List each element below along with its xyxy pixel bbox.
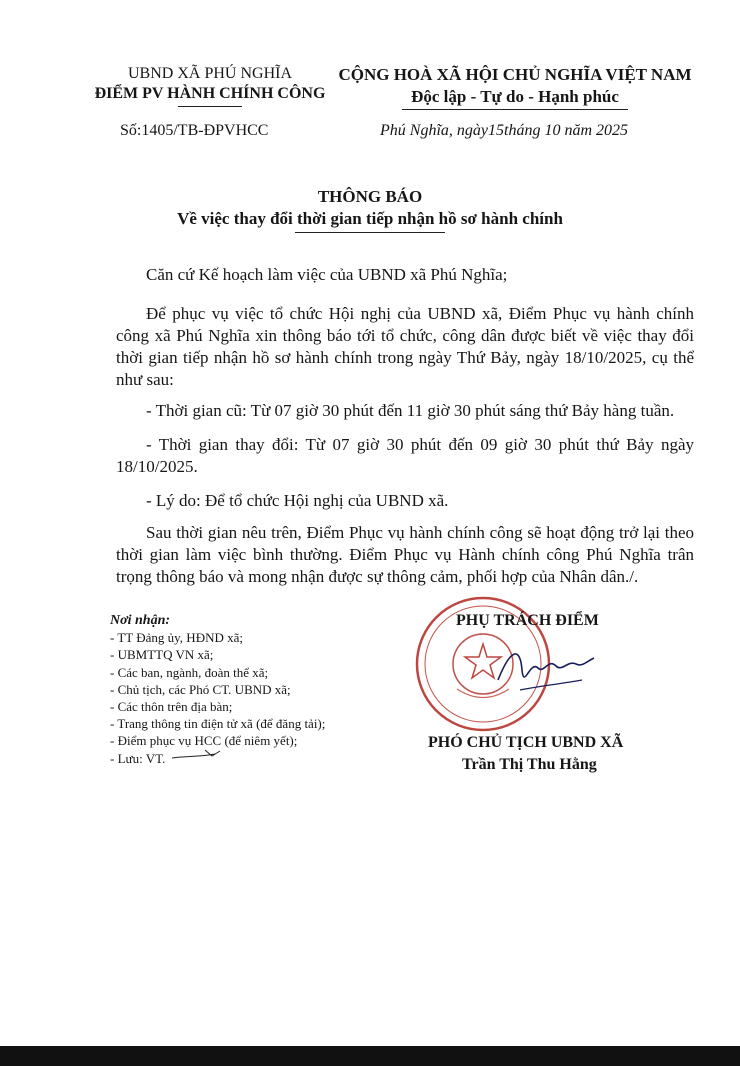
paragraph-new-time: - Thời gian thay đổi: Từ 07 giờ 30 phút đến 09 giờ 30 phút thứ Bảy ngày 18/10/2025. (116, 435, 694, 476)
org-underline (178, 106, 242, 107)
org-name-line1: UBND XÃ PHÚ NGHĨA (128, 65, 292, 82)
signer-name: Trần Thị Thu Hằng (462, 756, 597, 773)
recipient-item: - Trang thông tin điện tử xã (để đăng tải); (110, 716, 326, 732)
motto-underline (402, 109, 628, 110)
paragraph-old-time: - Thời gian cũ: Từ 07 giờ 30 phút đến 11 giờ 30 phút sáng thứ Bảy hàng tuần. (146, 401, 675, 420)
national-header (330, 64, 700, 110)
org-name-line2: ĐIỂM PV HÀNH CHÍNH CÔNG (94, 85, 326, 102)
signer-title: PHỤ TRÁCH ĐIỂM (456, 612, 599, 629)
document-title-block (0, 186, 740, 233)
handwritten-signature (490, 640, 600, 700)
paragraph-purpose: Để phục vụ việc tổ chức Hội nghị của UBND xã, Điểm Phục vụ hành chính công xã Phú Nghĩa xin thông báo tới tổ chức, công dân được biết về việc thay đổi thời gian tiếp nhận hồ sơ hành chính trong ngày Thứ Bảy, ngày 18/10/2025, cụ thể như sau: (116, 304, 694, 389)
date-line: Phú Nghĩa, ngày15tháng 10 năm 2025 (380, 122, 628, 139)
recipient-item: - Các thôn trên địa bàn; (110, 699, 233, 715)
bottom-bar (0, 1046, 740, 1066)
recipient-item: - UBMTTQ VN xã; (110, 647, 214, 663)
recipients-list (110, 612, 410, 767)
recipient-item: - TT Đảng ủy, HĐND xã; (110, 630, 243, 646)
initials-flourish (170, 748, 230, 762)
title-underline (295, 232, 445, 233)
document-title: THÔNG BÁO (317, 187, 423, 206)
recipient-item: - Chủ tịch, các Phó CT. UBND xã; (110, 681, 291, 697)
national-motto: Độc lập - Tự do - Hạnh phúc (411, 87, 619, 106)
recipient-item: - Lưu: VT. (110, 750, 166, 766)
paragraph-basis: Căn cứ Kế hoạch làm việc của UBND xã Phú Nghĩa; (146, 265, 508, 284)
issuing-organization (70, 64, 350, 107)
paragraph-reason: - Lý do: Để tổ chức Hội nghị của UBND xã. (146, 491, 449, 510)
recipient-item: - Các ban, ngành, đoàn thể xã; (110, 664, 269, 680)
recipients-heading: Nơi nhận: (110, 613, 171, 628)
paragraph-closing: Sau thời gian nêu trên, Điểm Phục vụ hành chính công sẽ hoạt động trở lại theo thời gian làm việc bình thường. Điểm Phục vụ Hành chính công Phú Nghĩa trân trọng thông báo và mong nhận được sự thông cảm, phối hợp của Nhân dân./. (116, 523, 694, 586)
national-title: CỘNG HOÀ XÃ HỘI CHỦ NGHĨA VIỆT NAM (338, 65, 692, 84)
document-number: Số:1405/TB-ĐPVHCC (120, 122, 269, 139)
recipient-item: - Điểm phục vụ HCC (để niêm yết); (110, 733, 298, 749)
signer-position: PHÓ CHỦ TỊCH UBND XÃ (428, 734, 624, 751)
document-subtitle: Về việc thay đổi thời gian tiếp nhận hồ sơ hành chính (177, 209, 563, 228)
